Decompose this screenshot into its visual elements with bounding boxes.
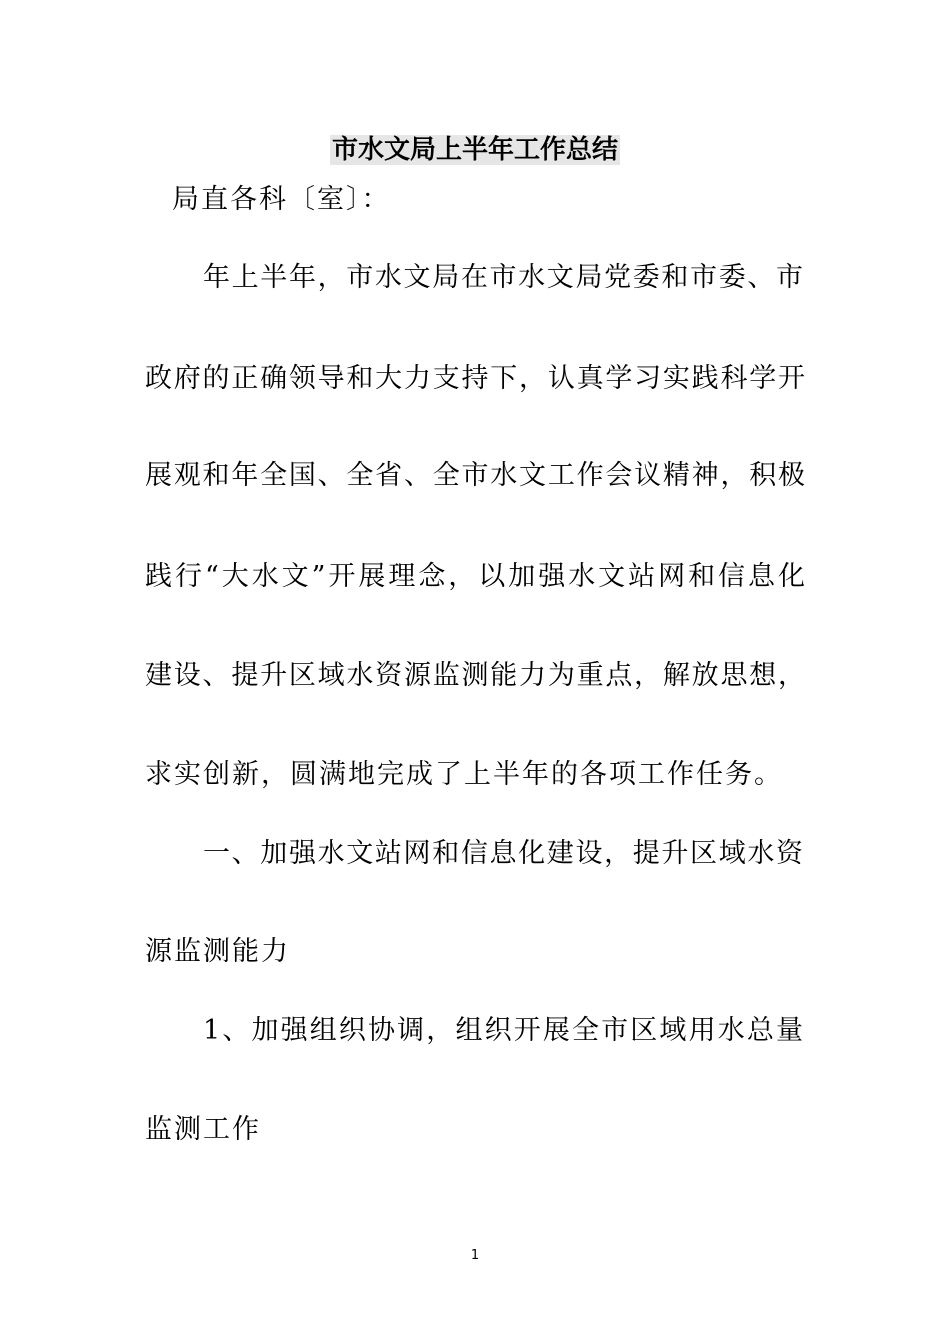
paragraph-line: 展观和年全国、全省、全市水文工作会议精神，积极 bbox=[145, 460, 805, 491]
paragraph-line: 求实创新，圆满地完成了上半年的各项工作任务。 bbox=[145, 759, 783, 790]
paragraph-line: 政府的正确领导和大力支持下，认真学习实践科学开 bbox=[145, 363, 805, 394]
section-heading-line: 一、加强水文站网和信息化建设，提升区域水资 bbox=[203, 838, 803, 869]
document-title bbox=[0, 130, 950, 170]
paragraph-line: 年上半年，市水文局在市水文局党委和市委、市 bbox=[203, 262, 803, 293]
subsection-heading-line: 1、加强组织协调，组织开展全市区域用水总量 bbox=[203, 1015, 803, 1046]
paragraph-line: 践行“大水文”开展理念，以加强水文站网和信息化 bbox=[145, 561, 805, 592]
paragraph-line: 建设、提升区域水资源监测能力为重点，解放思想， bbox=[145, 660, 805, 691]
page-number: 1 bbox=[470, 1248, 480, 1263]
salutation: 局直各科〔室〕： bbox=[172, 184, 391, 215]
section-heading-line: 源监测能力 bbox=[145, 936, 290, 967]
document-title-text: 市水文局上半年工作总结 bbox=[331, 135, 618, 165]
subsection-heading-line: 监测工作 bbox=[145, 1114, 261, 1145]
